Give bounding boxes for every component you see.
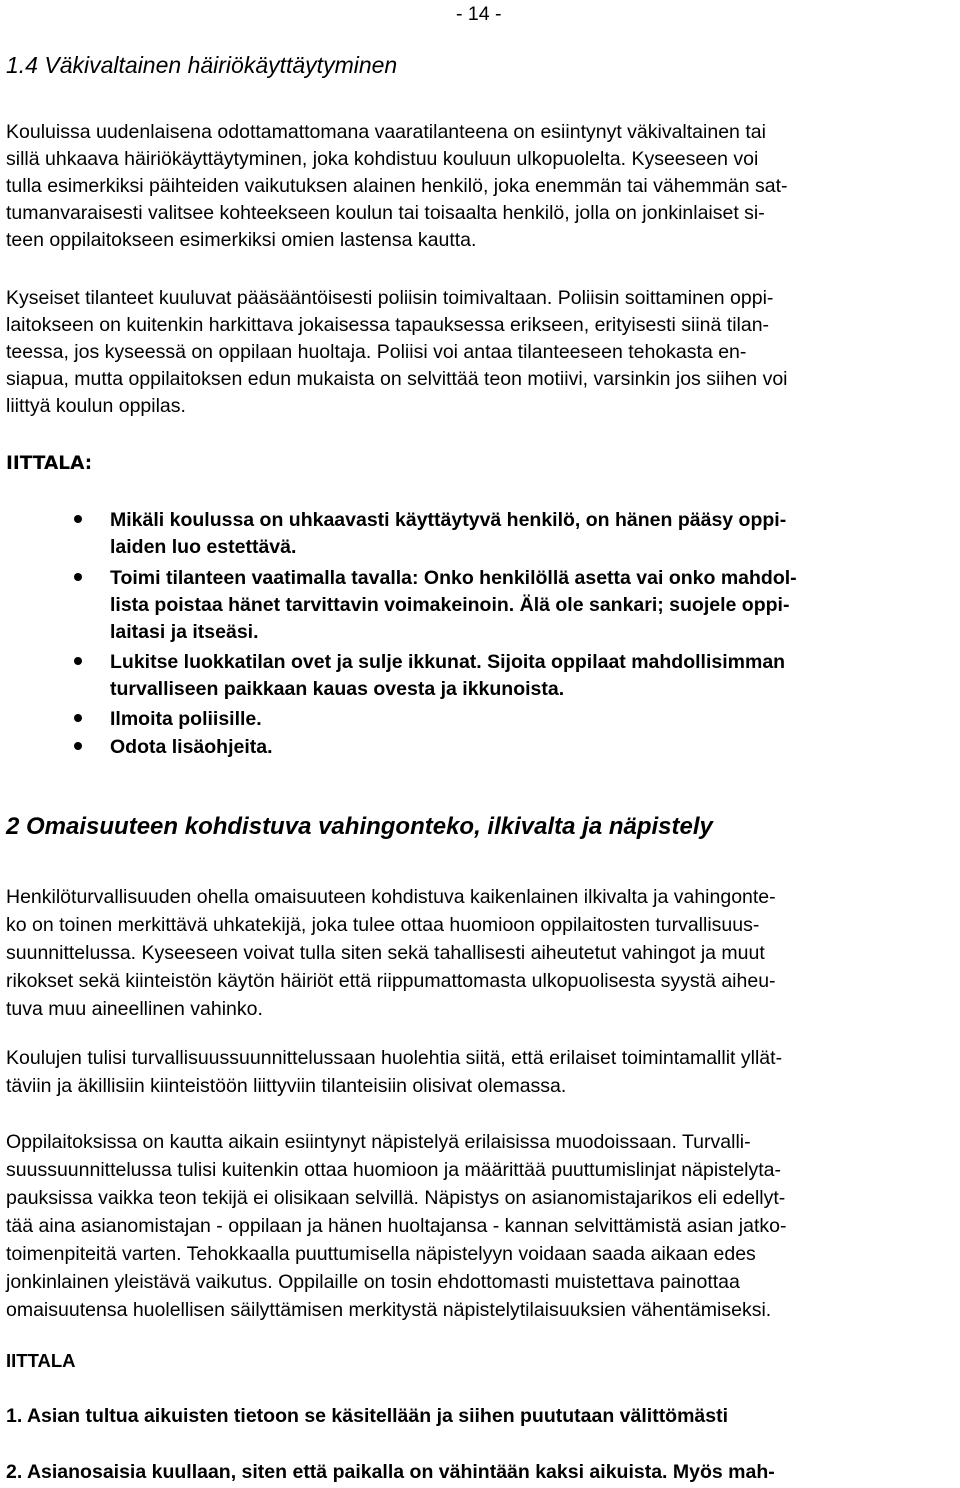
iittala-label: IITTALA (6, 1350, 76, 1371)
paragraph-line: suussuunnittelussa tulisi kuitenkin ottaa huomioon ja määrittää puuttumislinjat näpistelyta- (6, 1159, 782, 1181)
numbered-item: 1. Asian tultua aikuisten tietoon se käsitellään ja siihen puututaan välittömästi (6, 1405, 729, 1427)
list-item: laiden luo estettävä. (110, 536, 297, 558)
paragraph-line: Kouluissa uudenlaisena odottamattomana vaaratilanteena on esiintynyt väkivaltainen tai (6, 121, 766, 143)
paragraph-line: Henkilöturvallisuuden ohella omaisuuteen kohdistuva kaikenlainen ilkivalta ja vahingonte- (6, 886, 776, 908)
iittala-label: IITTALA: (6, 453, 93, 474)
paragraph-line: toimenpiteitä varten. Tehokkaalla puuttumisella näpistelyyn voidaan saada aikaan edes (6, 1243, 756, 1265)
paragraph-line: ko on toinen merkittävä uhkatekijä, joka tulee ottaa huomioon oppilaitosten turvallisuus- (6, 914, 760, 936)
page-number: - 14 - (456, 3, 502, 25)
paragraph-line: laitokseen on kuitenkin harkittava jokaisessa tapauksessa erikseen, erityisesti siinä tilan- (6, 314, 770, 336)
list-item: Lukitse luokkatilan ovet ja sulje ikkunat. Sijoita oppilaat mahdollisimman (110, 651, 786, 673)
list-item: Ilmoita poliisille. (110, 708, 262, 730)
section-heading-2: 2 Omaisuuteen kohdistuva vahingonteko, ilkivalta ja näpistely (6, 813, 713, 840)
section-heading-1-4: 1.4 Väkivaltainen häiriökäyttäytyminen (6, 52, 398, 78)
numbered-item: 2. Asianosaisia kuullaan, siten että paikalla on vähintään kaksi aikuista. Myös mah- (6, 1461, 775, 1483)
paragraph-line: tuva muu aineellinen vahinko. (6, 998, 263, 1020)
bullet-icon (74, 657, 82, 665)
paragraph-line: teessa, jos kyseessä on oppilaan huoltaja. Poliisi voi antaa tilanteeseen tehokasta en- (6, 341, 747, 363)
paragraph-line: siapua, mutta oppilaitoksen edun mukaista on selvittää teon motiivi, varsinkin jos siihen voi (6, 368, 788, 390)
paragraph-line: tulla esimerkiksi päihteiden vaikutuksen alainen henkilö, joka enemmän tai vähemmän sat- (6, 175, 788, 197)
list-item: Toimi tilanteen vaatimalla tavalla: Onko henkilöllä asetta vai onko mahdol- (110, 567, 797, 589)
paragraph-line: sillä uhkaava häiriökäyttäytyminen, joka kohdistuu kouluun ulkopuolelta. Kyseeseen voi (6, 148, 759, 170)
paragraph-line: omaisuutensa huolellisen säilyttämisen merkitystä näpistelytilaisuuksien vähentämiseksi. (6, 1299, 772, 1321)
bullet-icon (74, 742, 82, 750)
paragraph-line: teen oppilaitokseen esimerkiksi omien lastensa kautta. (6, 229, 477, 251)
list-item: Mikäli koulussa on uhkaavasti käyttäytyvä henkilö, on hänen pääsy oppi- (110, 509, 787, 531)
paragraph-line: Kyseiset tilanteet kuuluvat pääsääntöisesti poliisin toimivaltaan. Poliisin soittaminen oppi- (6, 287, 774, 309)
paragraph-line: pauksissa vaikka teon tekijä ei olisikaan selvillä. Näpistys on asianomistajarikos eli edellyt- (6, 1187, 786, 1209)
paragraph-line: liittyä koulun oppilas. (6, 395, 186, 417)
paragraph-line: tumanvaraisesti valitsee kohteekseen koulun tai toisaalta henkilö, jolla on jonkinlaiset si- (6, 202, 765, 224)
paragraph-line: tää aina asianomistajan - oppilaan ja hänen huoltajansa - kannan selvittämistä asian jatko- (6, 1215, 787, 1237)
list-item: laitasi ja itseäsi. (110, 621, 259, 643)
bullet-icon (74, 714, 82, 722)
list-item: turvalliseen paikkaan kauas ovesta ja ikkunoista. (110, 678, 565, 700)
paragraph-line: Koulujen tulisi turvallisuussuunnittelussaan huolehtia siitä, että erilaiset toimintamallit yllät- (6, 1047, 783, 1069)
list-item: lista poistaa hänet tarvittavin voimakeinoin. Älä ole sankari; suojele oppi- (110, 594, 790, 616)
paragraph-line: Oppilaitoksissa on kautta aikain esiintynyt näpistelyä erilaisissa muodoissaan. Turvalli- (6, 1131, 751, 1153)
bullet-icon (74, 515, 82, 523)
paragraph-line: rikokset sekä kiinteistön käytön häiriöt että riippumattomasta ulkopuolisesta syystä aiheu- (6, 970, 776, 992)
list-item: Odota lisäohjeita. (110, 736, 273, 758)
bullet-icon (74, 573, 82, 581)
paragraph-line: jonkinlainen yleistävä vaikutus. Oppilaille on tosin ehdottomasti muistettava painottaa (6, 1271, 740, 1293)
paragraph-line: suunnittelussa. Kyseeseen voivat tulla siten sekä tahallisesti aiheutetut vahingot ja muut (6, 942, 765, 964)
paragraph-line: täviin ja äkillisiin kiinteistöön liittyviin tilanteisiin olisivat olemassa. (6, 1075, 567, 1097)
